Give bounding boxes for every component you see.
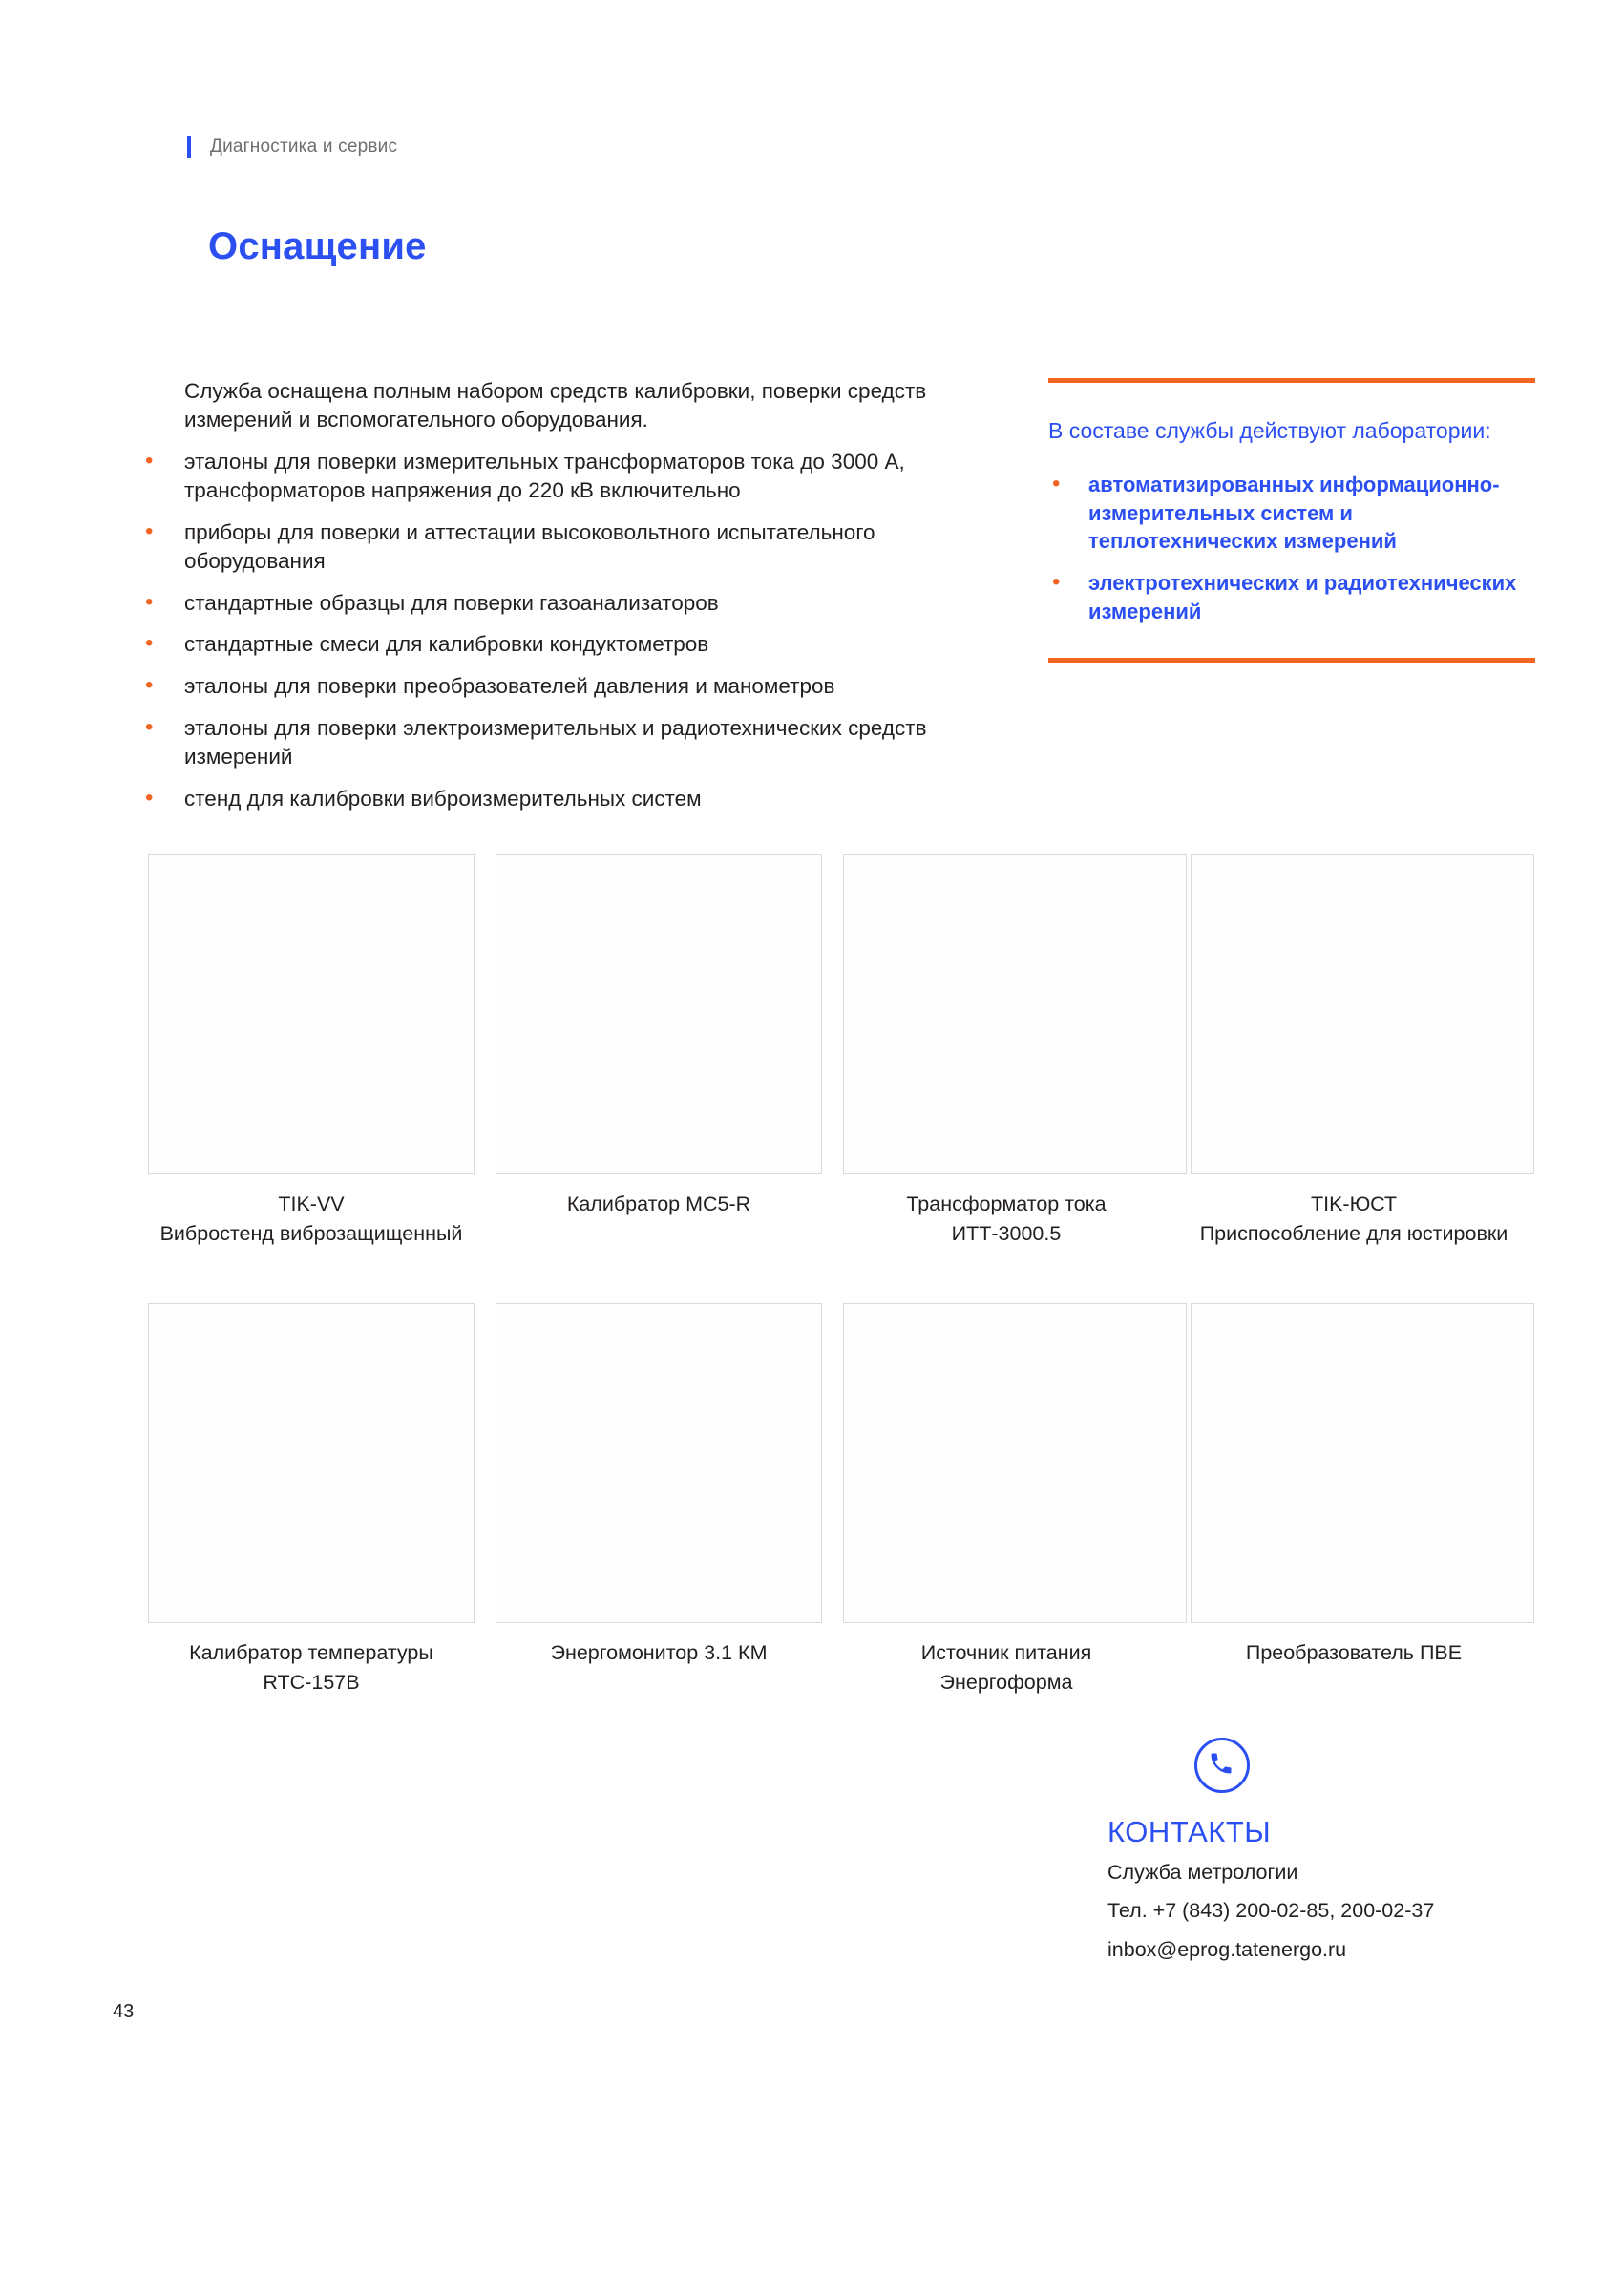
section-label: Диагностика и сервис xyxy=(210,137,398,157)
gallery-item xyxy=(843,1303,1170,1697)
gallery-item xyxy=(843,854,1170,1248)
equipment-bullet-list xyxy=(141,448,1020,813)
equipment-photo xyxy=(843,854,1187,1174)
gallery-item xyxy=(1191,854,1517,1248)
equipment-photo xyxy=(1191,1303,1534,1623)
phone-icon xyxy=(1194,1738,1250,1793)
contacts-title: КОНТАКТЫ xyxy=(1107,1815,1272,1848)
equipment-caption: Калибратор MC5-R xyxy=(566,1192,751,1215)
contacts-block xyxy=(1107,1738,1528,1965)
equipment-photo xyxy=(148,854,475,1174)
intro-paragraph: Служба оснащена полным набором средств калибровки, поверки средств измерений и вспомогательного оборудования. xyxy=(184,379,927,432)
list-item: • стандартные образцы для поверки газоанализаторов xyxy=(141,589,1020,618)
contacts-phone[interactable]: Тел. +7 (843) 200-02-85, 200-02-37 xyxy=(1107,1899,1435,1923)
equipment-caption: Энергомонитор 3.1 КМ xyxy=(550,1641,768,1664)
equipment-caption: TIK-ЮСТ Приспособление для юстировки xyxy=(1199,1192,1508,1245)
equipment-photo xyxy=(843,1303,1187,1623)
gallery-item xyxy=(148,1303,475,1697)
list-item: • приборы для поверки и аттестации высоковольтного испытательного оборудования xyxy=(141,518,1020,576)
equipment-photo xyxy=(496,1303,822,1623)
list-item: • стенд для калибровки виброизмерительных систем xyxy=(141,785,1020,813)
list-item: • стандартные смеси для калибровки кондуктометров xyxy=(141,630,1020,659)
laboratories-list xyxy=(1048,471,1535,625)
list-item: • автоматизированных информационно-измерительных систем и теплотехнических измерений xyxy=(1048,471,1535,556)
equipment-caption: Калибратор температуры RTC-157B xyxy=(189,1641,433,1694)
page-number: 43 xyxy=(113,2001,135,2022)
equipment-caption: Преобразователь ПВЕ xyxy=(1245,1641,1463,1664)
page-header xyxy=(187,136,397,158)
callout-title: В составе службы действуют лаборатории: xyxy=(1048,418,1491,443)
contacts-email[interactable]: inbox@eprog.tatenergo.ru xyxy=(1107,1937,1347,1961)
callout-bottom-rule xyxy=(1048,658,1535,663)
header-accent-bar xyxy=(187,136,191,158)
gallery-item xyxy=(148,854,475,1248)
equipment-gallery-row-2 xyxy=(148,1303,1485,1697)
list-item: • эталоны для поверки измерительных трансформаторов тока до 3000 А, трансформаторов напряжения до 220 кВ включительно xyxy=(141,448,1020,505)
equipment-text-column xyxy=(141,377,1020,827)
list-item: • электротехнических и радиотехнических измерений xyxy=(1048,569,1535,625)
laboratories-callout xyxy=(1048,378,1535,663)
equipment-photo xyxy=(496,854,822,1174)
phone-icon-wrapper xyxy=(917,1738,1528,1798)
gallery-item xyxy=(1191,1303,1517,1697)
equipment-photo xyxy=(1191,854,1534,1174)
list-item: • эталоны для поверки преобразователей давления и манометров xyxy=(141,672,1020,701)
callout-top-rule xyxy=(1048,378,1535,383)
list-item: • эталоны для поверки электроизмерительных и радиотехнических средств измерений xyxy=(141,714,1020,771)
gallery-item xyxy=(496,854,822,1248)
equipment-caption: Источник питания Энергоформа xyxy=(920,1641,1092,1694)
equipment-caption: TIK-VV Вибростенд виброзащищенный xyxy=(159,1192,463,1245)
page-title: Оснащение xyxy=(208,225,427,267)
equipment-photo xyxy=(148,1303,475,1623)
equipment-gallery-row-1 xyxy=(148,854,1508,1248)
equipment-caption: Трансформатор тока ИТТ-3000.5 xyxy=(906,1192,1107,1245)
contacts-org: Служба метрологии xyxy=(1107,1861,1298,1884)
gallery-item xyxy=(496,1303,822,1697)
